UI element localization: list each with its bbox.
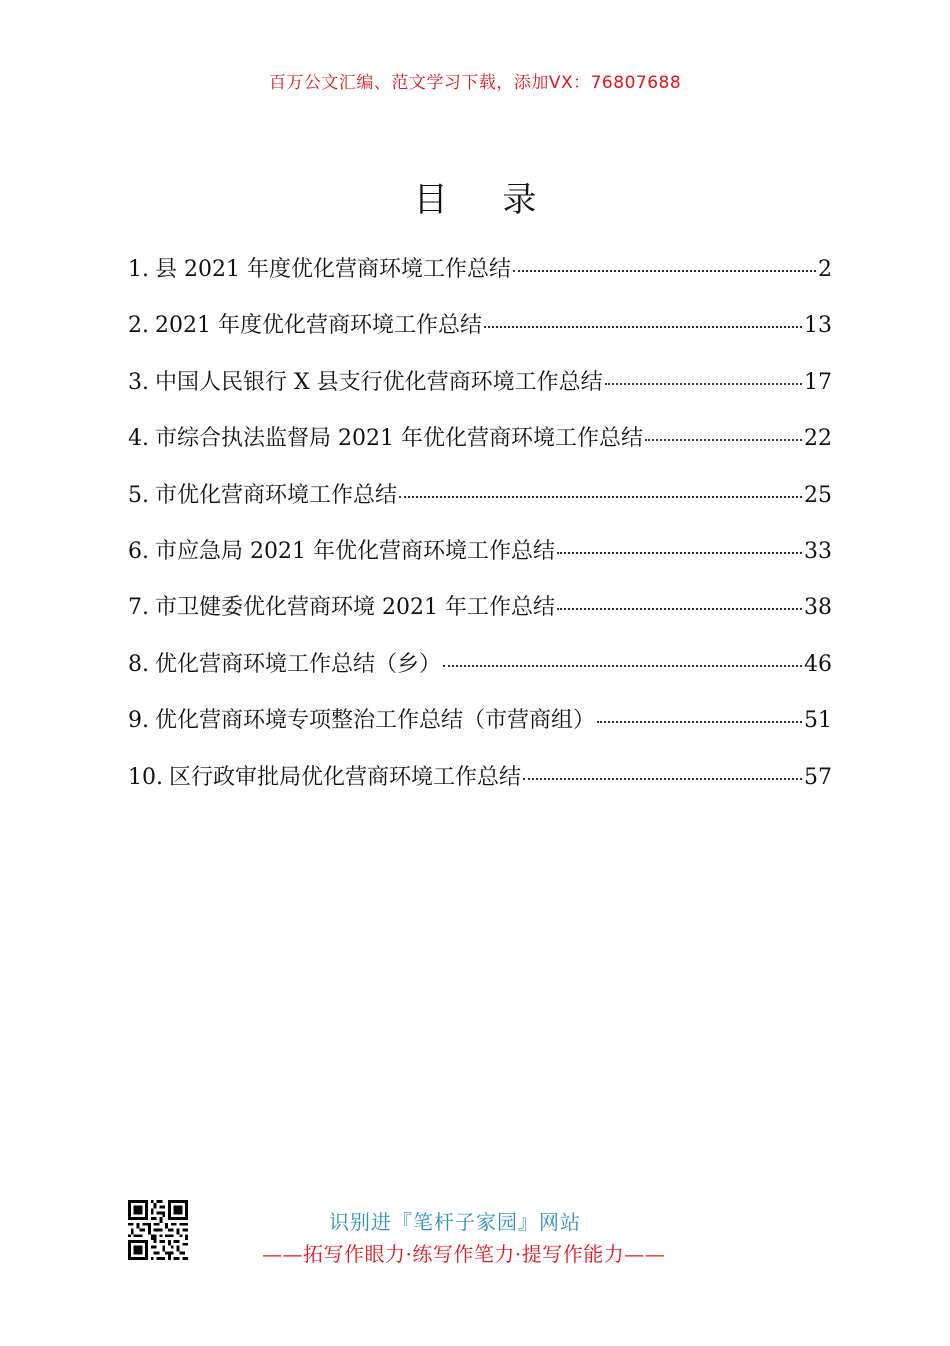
toc-entry[interactable] [128,252,832,308]
toc-entry[interactable] [128,478,832,534]
toc-entry-number: 3. [128,369,149,395]
toc-entry-title: 区行政审批局优化营商环境工作总结 [169,764,522,790]
footer-site-line[interactable]: 识别进『笔杆子家园』网站 [329,1210,581,1234]
toc-entry-title: 市综合执法监督局 2021 年优化营商环境工作总结 [155,426,643,452]
toc-entry[interactable] [128,308,832,364]
toc-entry-number: 5. [128,482,149,508]
toc-entry[interactable] [128,590,832,646]
qr-code-icon[interactable] [128,1200,188,1260]
toc-entry-title: 优化营商环境工作总结（乡） [155,651,442,677]
toc-entry-page: 17 [804,369,832,395]
toc-leader-dots [484,326,802,328]
toc-entry-title: 优化营商环境专项整治工作总结（市营商组） [155,708,596,734]
toc-entry-number: 2. [128,313,149,339]
toc-entry-title: 市卫健委优化营商环境 2021 年工作总结 [155,595,555,621]
toc-entry-number: 4. [128,426,149,452]
toc-entry-number: 1. [128,257,149,282]
toc-entry[interactable] [128,760,832,816]
toc-entry-title: 市优化营商环境工作总结 [155,482,398,508]
toc-leader-dots [605,383,802,385]
toc-entry-page: 22 [804,426,832,452]
toc-entry-title: 县 2021 年度优化营商环境工作总结 [155,257,511,282]
toc-leader-dots [645,439,802,441]
toc-leader-dots [557,608,802,610]
toc-entry-page: 38 [804,595,832,621]
toc-entry[interactable] [128,365,832,421]
toc-leader-dots [557,552,802,554]
page-title: 目 录 [413,180,559,220]
table-of-contents [128,252,832,816]
toc-entry-number: 9. [128,708,149,734]
toc-entry[interactable] [128,421,832,477]
toc-entry-page: 25 [804,482,832,508]
toc-entry[interactable] [128,703,832,759]
toc-entry-page: 2 [818,257,832,282]
toc-entry-number: 6. [128,538,149,564]
toc-entry-title: 中国人民银行 X 县支行优化营商环境工作总结 [155,369,603,395]
toc-entry-page: 46 [804,651,832,677]
toc-entry[interactable] [128,647,832,703]
toc-entry-title: 2021 年度优化营商环境工作总结 [155,313,482,339]
toc-entry-number: 10. [128,764,163,790]
toc-leader-dots [597,721,802,723]
toc-leader-dots [399,496,802,498]
footer-slogan: ——拓写作眼力·练写作笔力·提写作能力—— [262,1242,666,1266]
toc-entry-title: 市应急局 2021 年优化营商环境工作总结 [155,538,555,564]
toc-entry-number: 7. [128,595,149,621]
toc-entry-page: 57 [804,764,832,790]
toc-leader-dots [513,270,816,272]
toc-entry-page: 13 [804,313,832,339]
toc-entry-page: 51 [804,708,832,734]
toc-entry[interactable] [128,534,832,590]
toc-entry-number: 8. [128,651,149,677]
toc-leader-dots [523,778,802,780]
toc-leader-dots [443,665,802,667]
header-note: 百万公文汇编、范文学习下载，添加VX：76807688 [268,73,682,93]
toc-entry-page: 33 [804,538,832,564]
